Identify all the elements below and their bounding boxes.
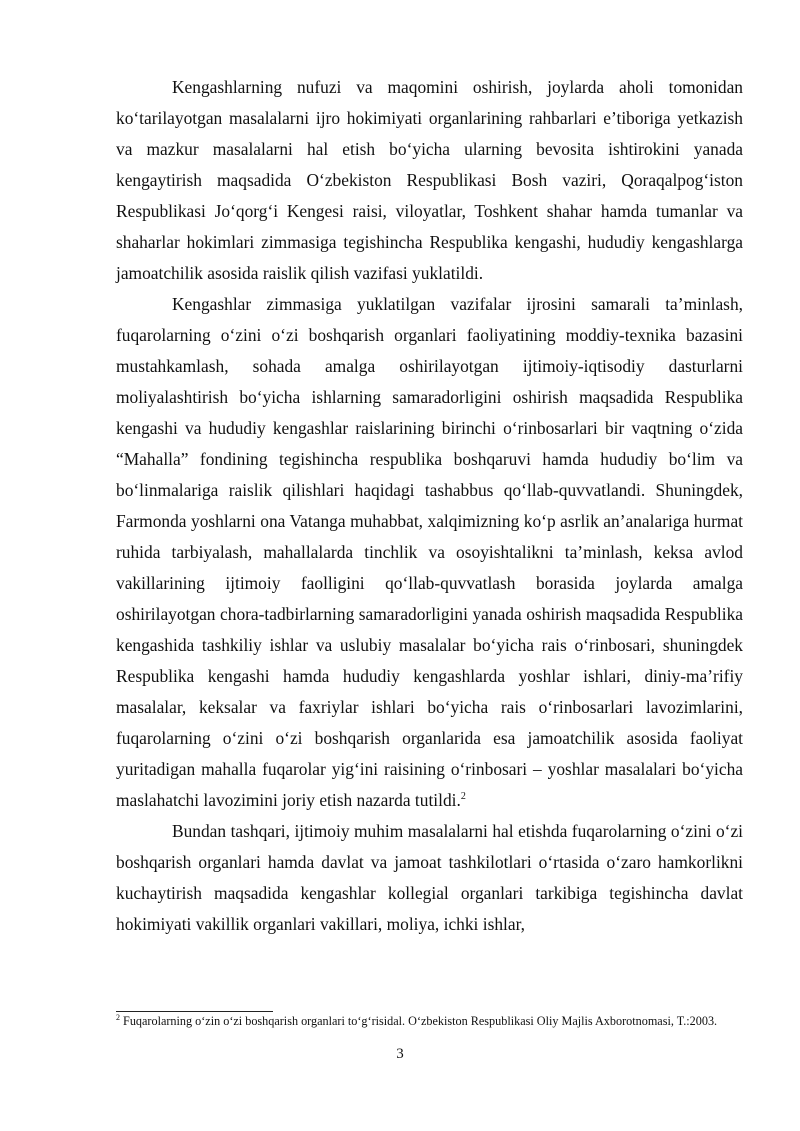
- footnote-text: Fuqarolarning o‘zin o‘zi boshqarish organlari to‘g‘risidal. O‘zbekiston Respublikasi Oliy Majlis Axborotnomasi, T.:2003.: [123, 1014, 718, 1028]
- footnote-mark: 2: [116, 1012, 120, 1022]
- paragraph-1-text: Kengashlarning nufuzi va maqomini oshirish, joylarda aholi tomonidan ko‘tarilayotgan masalalarni ijro hokimiyati organlarining rahbarlari e’tiboriga yetkazish va mazkur masalalarni hal etish bo‘yicha ularning bevosita ishtirokini yanada kengaytirish maqsadida O‘zbekiston Respublikasi Bosh vaziri, Qoraqalpog‘iston Respublikasi Jo‘qorg‘i Kengesi raisi, viloyatlar, Toshkent shahar hamda tumanlar va shaharlar hokimlari zimmasiga tegishincha Respublika kengashi, hududiy kengashlarga jamoatchilik asosida raislik qilish vazifasi yuklatildi.: [116, 77, 743, 283]
- paragraph-3: [116, 816, 743, 940]
- footnote-divider: [116, 1011, 273, 1012]
- footnote-reference[interactable]: 2: [460, 791, 466, 803]
- paragraph-1: [116, 72, 743, 289]
- paragraph-2: [116, 289, 743, 816]
- footnote: [116, 1014, 743, 1029]
- paragraph-3-text: Bundan tashqari, ijtimoiy muhim masalalarni hal etishda fuqarolarning o‘zini o‘zi boshqarish organlari hamda davlat va jamoat tashkilotlari o‘rtasida o‘zaro hamkorlikni kuchaytirish maqsadida kengashlar kollegial organlari tarkibiga tegishincha davlat hokimiyati vakillik organlari vakillari, moliya, ichki ishlar,: [116, 821, 743, 934]
- page-number: 3: [396, 1046, 404, 1062]
- paragraph-2-text: Kengashlar zimmasiga yuklatilgan vazifalar ijrosini samarali ta’minlash, fuqarolarning o‘zini o‘zi boshqarish organlari faoliyatining moddiy-texnika bazasini mustahkamlash, sohada amalga oshirilayotgan ijtimoiy-iqtisodiy dasturlarni moliyalashtirish bo‘yicha ishlarning samaradorligini oshirish maqsadida Respublika kengashi va hududiy kengashlar raislarining birinchi o‘rinbosarlari bir vaqtning o‘zida “Mahalla” fondining tegishincha respublika boshqaruvi hamda hududiy bo‘lim va bo‘linmalariga raislik qilishlari haqidagi tashabbus qo‘llab-quvvatlandi. Shuningdek, Farmonda yoshlarni ona Vatanga muhabbat, xalqimizning ko‘p asrlik an’analariga hurmat ruhida tarbiyalash, mahallalarda tinchlik va osoyishtalikni ta’minlash, keksa avlod vakillarining ijtimoiy faolligini qo‘llab-quvvatlash borasida joylarda amalga oshirilayotgan chora-tadbirlarning samaradorligini yanada oshirish maqsadida Respublika kengashida tashkiliy ishlar va uslubiy masalalar bo‘yicha rais o‘rinbosari, shuningdek Respublika kengashi hamda hududiy kengashlarda yoshlar ishlari, diniy-ma’rifiy masalalar, keksalar va faxriylar ishlari bo‘yicha rais o‘rinbosarlari lavozimlarini, fuqarolarning o‘zini o‘zi boshqarish organlarida esa jamoatchilik asosida faoliyat yuritadigan mahalla fuqarolar yig‘ini raisining o‘rinbosari – yoshlar masalalari bo‘yicha maslahatchi lavozimini joriy etish nazarda tutildi.: [116, 294, 743, 810]
- body-text: [116, 72, 743, 940]
